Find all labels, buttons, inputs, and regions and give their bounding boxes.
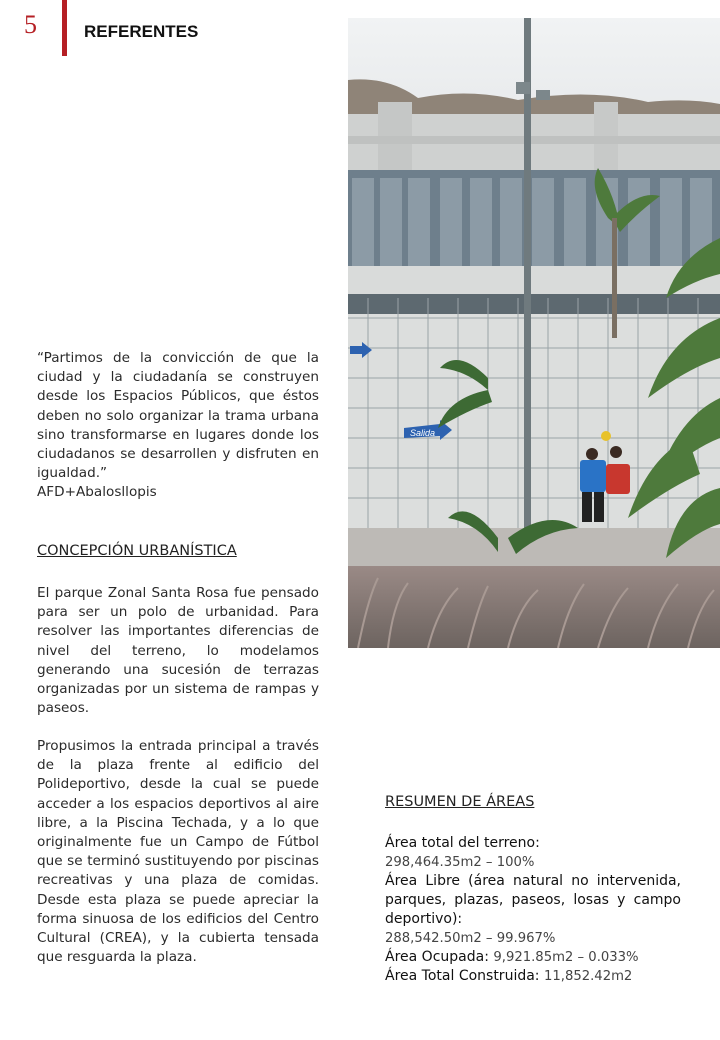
area-ocupada-value: 9,921.85m2 – 0.033% xyxy=(493,950,639,965)
area-libre-label: Área Libre (área natural no intervenida, parques, plazas, paseos, losas y campo deportivo): xyxy=(385,873,681,927)
park-photo xyxy=(348,18,720,648)
quote-text: “Partimos de la convicción de que la ciudad y la ciudadanía se construyen desde los Espacios Públicos, que éstos deben no solo organizar la trama urbana sino transformarse en lugares donde los ciudadanos se desarrollen y disfruten en igualdad.” xyxy=(37,350,319,482)
quote-block xyxy=(37,349,319,503)
urbanismo-paragraph-2: Propusimos la entrada principal a través de la plaza frente al edificio del Polideportivo, desde la cual se puede acceder a los espacios deportivos al aire libre, a la Piscina Techada, y a lo que originalmente fue un Campo de Fútbol que se terminó sustituyendo por piscinas recreativas y una plaza de comidas. Desde esta plaza se puede apreciar la forma sinuosa de los edificios del Centro Cultural (CREA), y la cubierta tensada que resguarda la plaza. xyxy=(37,738,319,966)
areas-summary xyxy=(385,834,681,986)
header-divider xyxy=(62,0,67,56)
section-title: REFERENTES xyxy=(84,22,199,41)
area-total-value: 298,464.35m2 – 100% xyxy=(385,855,535,870)
salida-sign: Salida xyxy=(410,428,436,438)
area-construida-value: 11,852.42m2 xyxy=(543,969,633,984)
urbanismo-paragraph-1: El parque Zonal Santa Rosa fue pensado para ser un polo de urbanidad. Para resolver las importantes diferencias de nivel del terreno, lo modelamos generando una sucesión de terrazas organizadas por un sistema de rampas y paseos. xyxy=(37,585,319,717)
area-ocupada-label: Área Ocupada: xyxy=(385,949,489,965)
quote-author: AFD+Abalosllopis xyxy=(37,484,157,501)
area-libre-value: 288,542.50m2 – 99.967% xyxy=(385,931,556,946)
area-total-label: Área total del terreno: xyxy=(385,835,540,851)
page-number: 5 xyxy=(24,10,37,39)
area-construida-label: Área Total Construida: xyxy=(385,968,540,984)
urbanismo-heading: CONCEPCIÓN URBANÍSTICA xyxy=(37,543,237,559)
areas-heading: RESUMEN DE ÁREAS xyxy=(385,794,535,810)
